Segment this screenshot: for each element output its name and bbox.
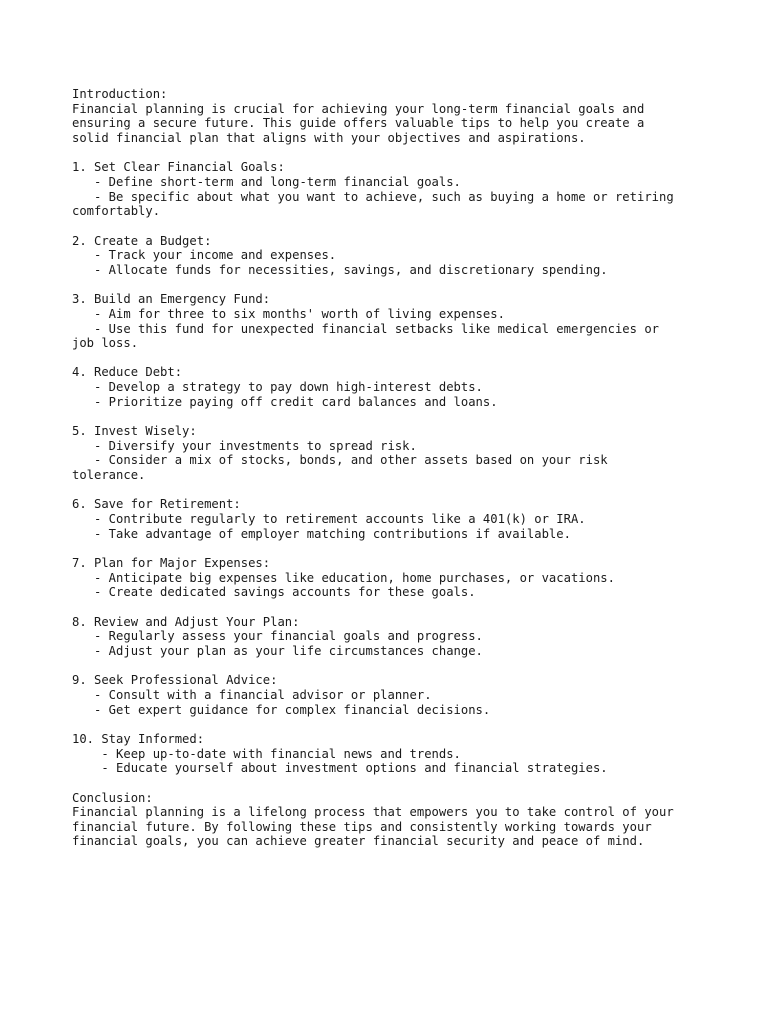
text-line: - Track your income and expenses.: [72, 248, 337, 263]
text-line: 8. Review and Adjust Your Plan:: [72, 614, 300, 629]
text-line: - Consider a mix of stocks, bonds, and other assets based on your risk: [72, 453, 608, 468]
text-line: [72, 600, 712, 615]
text-line: solid financial plan that aligns with your objectives and aspirations.: [72, 130, 586, 145]
text-line: - Define short-term and long-term financial goals.: [72, 174, 461, 189]
text-line: - Take advantage of employer matching contributions if available.: [72, 526, 571, 541]
text-line: 5. Invest Wisely:: [72, 424, 197, 439]
text-line: 1. Set Clear Financial Goals:: [72, 160, 285, 175]
text-line: 10. Stay Informed:: [72, 731, 205, 746]
text-line: - Diversify your investments to spread risk.: [72, 438, 417, 453]
text-line: [72, 717, 712, 732]
text-line: - Adjust your plan as your life circumstances change.: [72, 643, 483, 658]
text-line: - Prioritize paying off credit card balances and loans.: [72, 394, 498, 409]
text-line: financial future. By following these tips and consistently working towards your: [72, 819, 652, 834]
text-line: 4. Reduce Debt:: [72, 365, 183, 380]
text-line: - Use this fund for unexpected financial setbacks like medical emergencies or: [72, 321, 659, 336]
text-line: - Anticipate big expenses like education, home purchases, or vacations.: [72, 570, 615, 585]
text-line: [72, 659, 712, 674]
text-line: 2. Create a Budget:: [72, 233, 212, 248]
text-line: [72, 541, 712, 556]
text-line: Financial planning is a lifelong process that empowers you to take control of your: [72, 805, 674, 820]
text-line: - Aim for three to six months' worth of living expenses.: [72, 306, 505, 321]
text-line: - Create dedicated savings accounts for these goals.: [72, 585, 476, 600]
text-line: [72, 776, 712, 791]
text-line: [72, 219, 712, 234]
text-line: - Contribute regularly to retirement accounts like a 401(k) or IRA.: [72, 512, 586, 527]
text-line: 6. Save for Retirement:: [72, 497, 241, 512]
text-line: [72, 483, 712, 498]
text-line: job loss.: [72, 336, 139, 351]
text-line: - Allocate funds for necessities, savings, and discretionary spending.: [72, 262, 608, 277]
text-line: 9. Seek Professional Advice:: [72, 673, 278, 688]
text-line: 3. Build an Emergency Fund:: [72, 292, 271, 307]
text-line: Introduction:: [72, 87, 168, 101]
text-line: financial goals, you can achieve greater financial security and peace of mind.: [72, 834, 645, 849]
text-line: - Regularly assess your financial goals and progress.: [72, 629, 483, 644]
text-line: [72, 146, 712, 161]
text-line: [72, 278, 712, 293]
text-line: ensuring a secure future. This guide offers valuable tips to help you create a: [72, 116, 645, 131]
document-body: [72, 87, 712, 849]
text-line: tolerance.: [72, 468, 146, 483]
text-line: - Get expert guidance for complex financial decisions.: [72, 702, 491, 717]
text-line: Financial planning is crucial for achieving your long-term financial goals and: [72, 101, 645, 116]
text-line: [72, 351, 712, 366]
text-line: - Be specific about what you want to achieve, such as buying a home or retiring: [72, 189, 674, 204]
text-line: Conclusion:: [72, 790, 153, 805]
text-line: 7. Plan for Major Expenses:: [72, 556, 271, 570]
text-line: - Develop a strategy to pay down high-interest debts.: [72, 380, 483, 395]
text-line: - Consult with a financial advisor or planner.: [72, 687, 432, 702]
text-line: - Educate yourself about investment options and financial strategies.: [72, 761, 608, 776]
text-line: - Keep up-to-date with financial news and trends.: [72, 746, 461, 761]
text-line: comfortably.: [72, 204, 161, 219]
text-line: [72, 409, 712, 424]
